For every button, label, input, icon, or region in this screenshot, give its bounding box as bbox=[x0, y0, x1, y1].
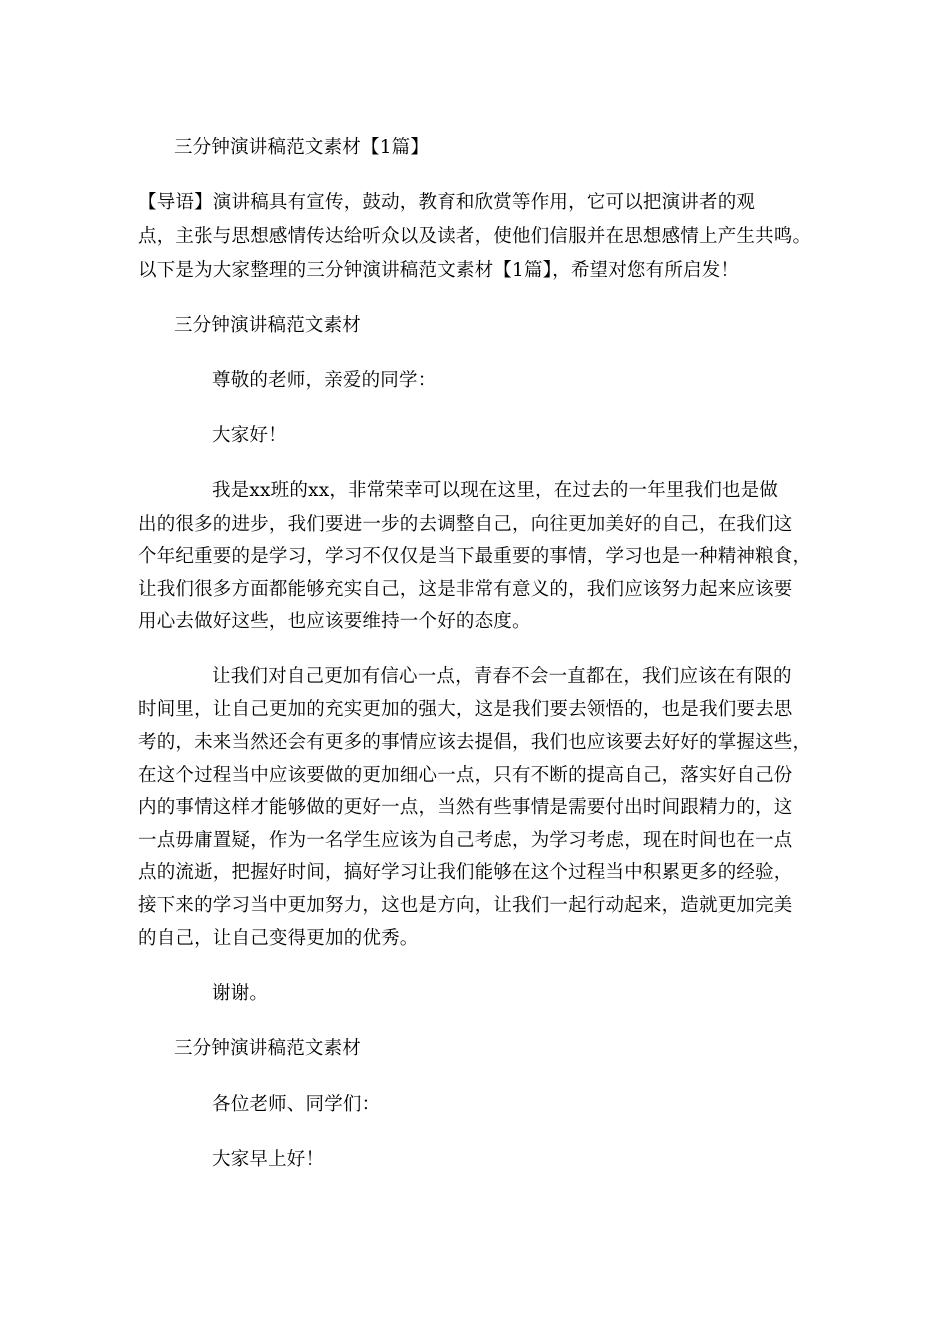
intro-line: 点，主张与思想感情传达给听众以及读者，使他们信服并在思想感情上产生共鸣。 bbox=[138, 226, 812, 247]
speech2-heading: 三分钟演讲稿范文素材 bbox=[174, 1038, 362, 1059]
speech1-heading: 三分钟演讲稿范文素材 bbox=[174, 315, 362, 336]
speech1-paragraph2-line: 时间里，让自己更加的充实更加的强大，这是我们要去领悟的，也是我们要去思 bbox=[138, 699, 793, 720]
speech1-paragraph2-line: 考的，未来当然还会有更多的事情应该去提倡，我们也应该要去好好的掌握这些， bbox=[138, 732, 812, 753]
speech2-salutation: 各位老师、同学们： bbox=[212, 1094, 381, 1115]
speech1-paragraph2-line: 点的流逝，把握好时间，搞好学习让我们能够在这个过程当中积累更多的经验， bbox=[138, 862, 793, 883]
speech2-greeting: 大家早上好！ bbox=[212, 1149, 325, 1170]
speech1-paragraph1-line: 我是xx班的xx，非常荣幸可以现在这里，在过去的一年里我们也是做 bbox=[212, 480, 779, 501]
speech1-paragraph1-line: 让我们很多方面都能够充实自己，这是非常有意义的，我们应该努力起来应该要 bbox=[138, 579, 793, 600]
speech1-paragraph1-line: 个年纪重要的是学习，学习不仅仅是当下最重要的事情，学习也是一种精神粮食， bbox=[138, 546, 812, 567]
intro-line: 以下是为大家整理的三分钟演讲稿范文素材【1篇】，希望对您有所启发！ bbox=[138, 260, 740, 281]
intro-line: 【导语】演讲稿具有宣传，鼓动，教育和欣赏等作用，它可以把演讲者的观 bbox=[138, 192, 756, 213]
speech1-greeting: 大家好！ bbox=[212, 425, 287, 446]
speech1-paragraph1-line: 出的很多的进步，我们要进一步的去调整自己，向往更加美好的自己，在我们这 bbox=[138, 514, 793, 535]
speech1-paragraph2-line: 接下来的学习当中更加努力，这也是方向，让我们一起行动起来，造就更加完美 bbox=[138, 895, 793, 916]
speech1-paragraph2-line: 的自己，让自己变得更加的优秀。 bbox=[138, 928, 419, 949]
speech1-paragraph1-line: 用心去做好这些，也应该要维持一个好的态度。 bbox=[138, 611, 531, 632]
speech1-salutation: 尊敬的老师，亲爱的同学： bbox=[212, 370, 437, 391]
speech1-paragraph2-line: 让我们对自己更加有信心一点，青春不会一直都在，我们应该在有限的 bbox=[212, 666, 792, 687]
speech1-paragraph2-line: 一点毋庸置疑，作为一名学生应该为自己考虑，为学习考虑，现在时间也在一点 bbox=[138, 830, 793, 851]
document-title: 三分钟演讲稿范文素材【1篇】 bbox=[174, 137, 430, 158]
speech1-paragraph2-line: 内的事情这样才能够做的更好一点，当然有些事情是需要付出时间跟精力的，这 bbox=[138, 797, 793, 818]
speech1-paragraph2-line: 在这个过程当中应该要做的更加细心一点，只有不断的提高自己，落实好自己份 bbox=[138, 765, 793, 786]
speech1-closing: 谢谢。 bbox=[212, 983, 269, 1004]
